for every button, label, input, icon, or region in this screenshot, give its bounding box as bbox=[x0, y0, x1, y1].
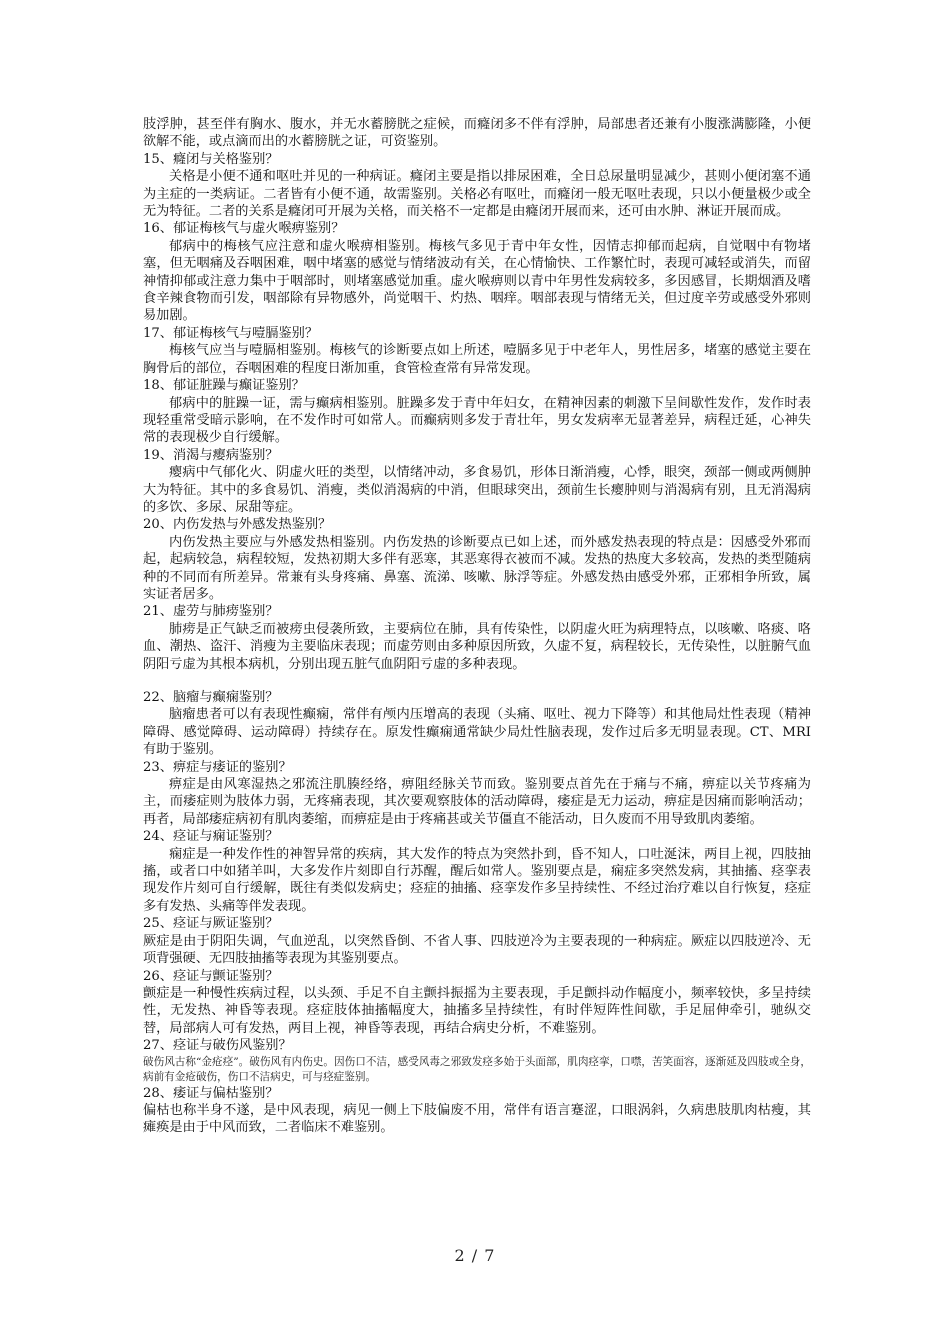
heading-21: 21、虚劳与肺痨鉴别？ bbox=[143, 604, 279, 620]
heading-26: 26、痉证与颤证鉴别？ bbox=[143, 968, 279, 984]
paragraph-26: 颤症是一种慢性疾病过程，以头颈、手足不自主颤抖振摇为主要表现，手足颤抖动作幅度小，频率较快，多呈持续性，无发热、神昏等表现。痉症肢体抽搐幅度大，抽搐多呈持续性，有时伴短阵性间歇，手足屈伸牵引，驰纵交替，局部病人可有发热，两目上视，神昏等表现，再结合病史分析，不难鉴别。 bbox=[143, 985, 811, 1036]
heading-28: 28、痿证与偏枯鉴别？ bbox=[143, 1085, 279, 1101]
heading-16: 16、郁证梅核气与虚火喉痹鉴别？ bbox=[143, 221, 345, 237]
paragraph-16: 郁病中的梅核气应注意和虚火喉痹相鉴别。梅核气多见于青中年女性，因情志抑郁而起病，自觉咽中有物堵塞，但无咽痛及吞咽困难，咽中堵塞的感觉与情绪波动有关，在心情愉快、工作繁忙时，表现可减轻或消失，而留神情抑郁或注意力集中于咽部时，则堵塞感觉加重。虚火喉痹则以青中年男性发病较多，多因感冒，长期烟酒及嗜食辛辣食物而引发，咽部除有异物感外，尚觉咽干、灼热、咽痒。咽部表现与情绪无关，但过度辛劳或感受外邪则易加剧。 bbox=[143, 238, 811, 324]
document-body bbox=[143, 116, 811, 1137]
paragraph-28: 偏枯也称半身不遂，是中风表现，病见一侧上下肢偏废不用，常伴有语言蹇涩，口眼涡斜，久病患肢肌肉枯瘦，其瘫痪是由于中风而致，二者临床不难鉴别。 bbox=[143, 1102, 811, 1136]
heading-19: 19、消渴与瘿病鉴别？ bbox=[143, 447, 279, 463]
page-number: 2 / 7 bbox=[454, 1246, 496, 1265]
paragraph-22: 脑瘤患者可以有表现性癫痫，常伴有颅内压增高的表现（头痛、呕吐、视力下降等）和其他局灶性表现（精神障碍、感觉障碍、运动障碍）持续存在。原发性癫痫通常缺少局灶性脑表现，发作过后多无明显表现。CT、MRI 有助于鉴别。 bbox=[143, 707, 811, 758]
heading-17: 17、郁证梅核气与噎膈鉴别？ bbox=[143, 325, 319, 341]
heading-25: 25、痉证与厥证鉴别？ bbox=[143, 916, 279, 932]
paragraph-21: 肺痨是正气缺乏而被痨虫侵袭所致，主要病位在肺，具有传染性，以阴虚火旺为病理特点，以咳嗽、咯痰、咯血、潮热、盗汗、消瘦为主要临床表现；而虚劳则由多种原因所致，久虚不复，病程较长，无传染性，以脏腑气血阴阳亏虚为其根本病机，分别出现五脏气血阴阳亏虚的多种表现。 bbox=[143, 621, 811, 672]
paragraph-23: 痹症是由风寒湿热之邪流注肌腠经络，痹阻经脉关节而致。鉴别要点首先在于痛与不痛，痹症以关节疼痛为主，而痿症则为肢体力弱，无疼痛表现，其次要观察肢体的活动障碍，痿症是无力运动，痹症是因痛而影响活动；再者，局部痿症病初有肌肉萎缩，而痹症是由于疼痛甚或关节僵直不能活动，日久废而不用导致肌肉萎缩。 bbox=[143, 777, 811, 827]
paragraph-27: 破伤风古称“金疮痉”。破伤风有内伤史。因伤口不洁，感受风毒之邪致发痉多始于头面部，肌肉痉挛，口噤，苦笑面容，逐渐延及四肢或全身，病前有金疮破伤，伤口不洁病史，可与痉症鉴别。 bbox=[143, 1055, 811, 1083]
heading-18: 18、郁证脏躁与癫证鉴别？ bbox=[143, 378, 305, 394]
paragraph-18: 郁病中的脏躁一证，需与癫病相鉴别。脏躁多发于青中年妇女，在精神因素的刺激下呈间歇性发作，发作时表现轻重常受暗示影响，在不发作时可如常人。而癫病则多发于青壮年，男女发病率无显著差异，病程迁延，心神失常的表现极少自行缓解。 bbox=[143, 395, 811, 446]
paragraph-17: 梅核气应当与噎膈相鉴别。梅核气的诊断要点如上所述，噎膈多见于中老年人，男性居多，堵塞的感觉主要在胸骨后的部位，吞咽困难的程度日渐加重，食管检查常有异常发现。 bbox=[143, 343, 811, 376]
heading-23: 23、痹症与痿证的鉴别？ bbox=[143, 759, 292, 775]
heading-15: 15、癃闭与关格鉴别？ bbox=[143, 151, 279, 167]
heading-22: 22、脑瘤与癫痫鉴别？ bbox=[143, 690, 279, 705]
heading-20: 20、内伤发热与外感发热鉴别？ bbox=[143, 517, 332, 533]
heading-27: 27、痉证与破伤风鉴别？ bbox=[143, 1038, 292, 1054]
paragraph-19: 瘿病中气郁化火、阴虚火旺的类型，以情绪冲动，多食易饥，形体日渐消瘦，心悸，眼突，颈部一侧或两侧肿大为特征。其中的多食易饥、消瘦，类似消渴病的中消，但眼球突出，颈前生长瘿肿则与消渴病有别，且无消渴病的多饮、多尿、尿甜等症。 bbox=[143, 465, 811, 515]
blank-line bbox=[143, 673, 811, 689]
heading-24: 24、痉证与痫证鉴别？ bbox=[143, 829, 279, 845]
paragraph-15: 关格是小便不通和呕吐并见的一种病证。癃闭主要是指以排尿困难，全日总尿量明显减少，甚则小便闭塞不通为主症的一类病证。二者皆有小便不通，故需鉴别。关格必有呕吐，而癃闭一般无呕吐表现，只以小便量极少或全无为特征。二者的关系是癃闭可开展为关格，而关格不一定都是由癃闭开展而来，还可由水肿、淋证开展而成。 bbox=[143, 169, 811, 220]
paragraph-25: 厥症是由于阴阳失调，气血逆乱，以突然昏倒、不省人事、四肢逆冷为主要表现的一种病症。厥症以四肢逆冷、无项背强硬、无四肢抽搐等表现为其鉴别要点。 bbox=[143, 933, 811, 967]
paragraph-24: 痫症是一种发作性的神智异常的疾病，其大发作的特点为突然扑到，昏不知人，口吐涎沫，两目上视，四肢抽搐，或者口中如猪羊叫，大多发作片刻即自行苏醒，醒后如常人。鉴别要点是，痫症多突然发病，其抽搐、痉挛表现发作片刻可自行缓解，既往有类似发病史；痉症的抽搐、痉挛发作多呈持续性、不经过治疗难以自行恢复，痉症多有发热、头痛等伴发表现。 bbox=[143, 846, 811, 914]
paragraph-continued: 肢浮肿，甚至伴有胸水、腹水，并无水蓄膀胱之症候，而癃闭多不伴有浮肿，局部患者还兼有小腹涨满膨隆，小便欲解不能，或点滴而出的水蓄膀胱之证，可资鉴别。 bbox=[143, 117, 811, 150]
paragraph-20: 内伤发热主要应与外感发热相鉴别。内伤发热的诊断要点已如上述，而外感发热表现的特点是：因感受外邪而起，起病较急，病程较短，发热初期大多伴有恶寒，其恶寒得衣被而不减。发热的热度大多较高，发热的类型随病种的不同而有所差异。常兼有头身疼痛、鼻塞、流涕、咳嗽、脉浮等症。外感发热由感受外邪，正邪相争所致，属实证者居多。 bbox=[143, 534, 811, 602]
